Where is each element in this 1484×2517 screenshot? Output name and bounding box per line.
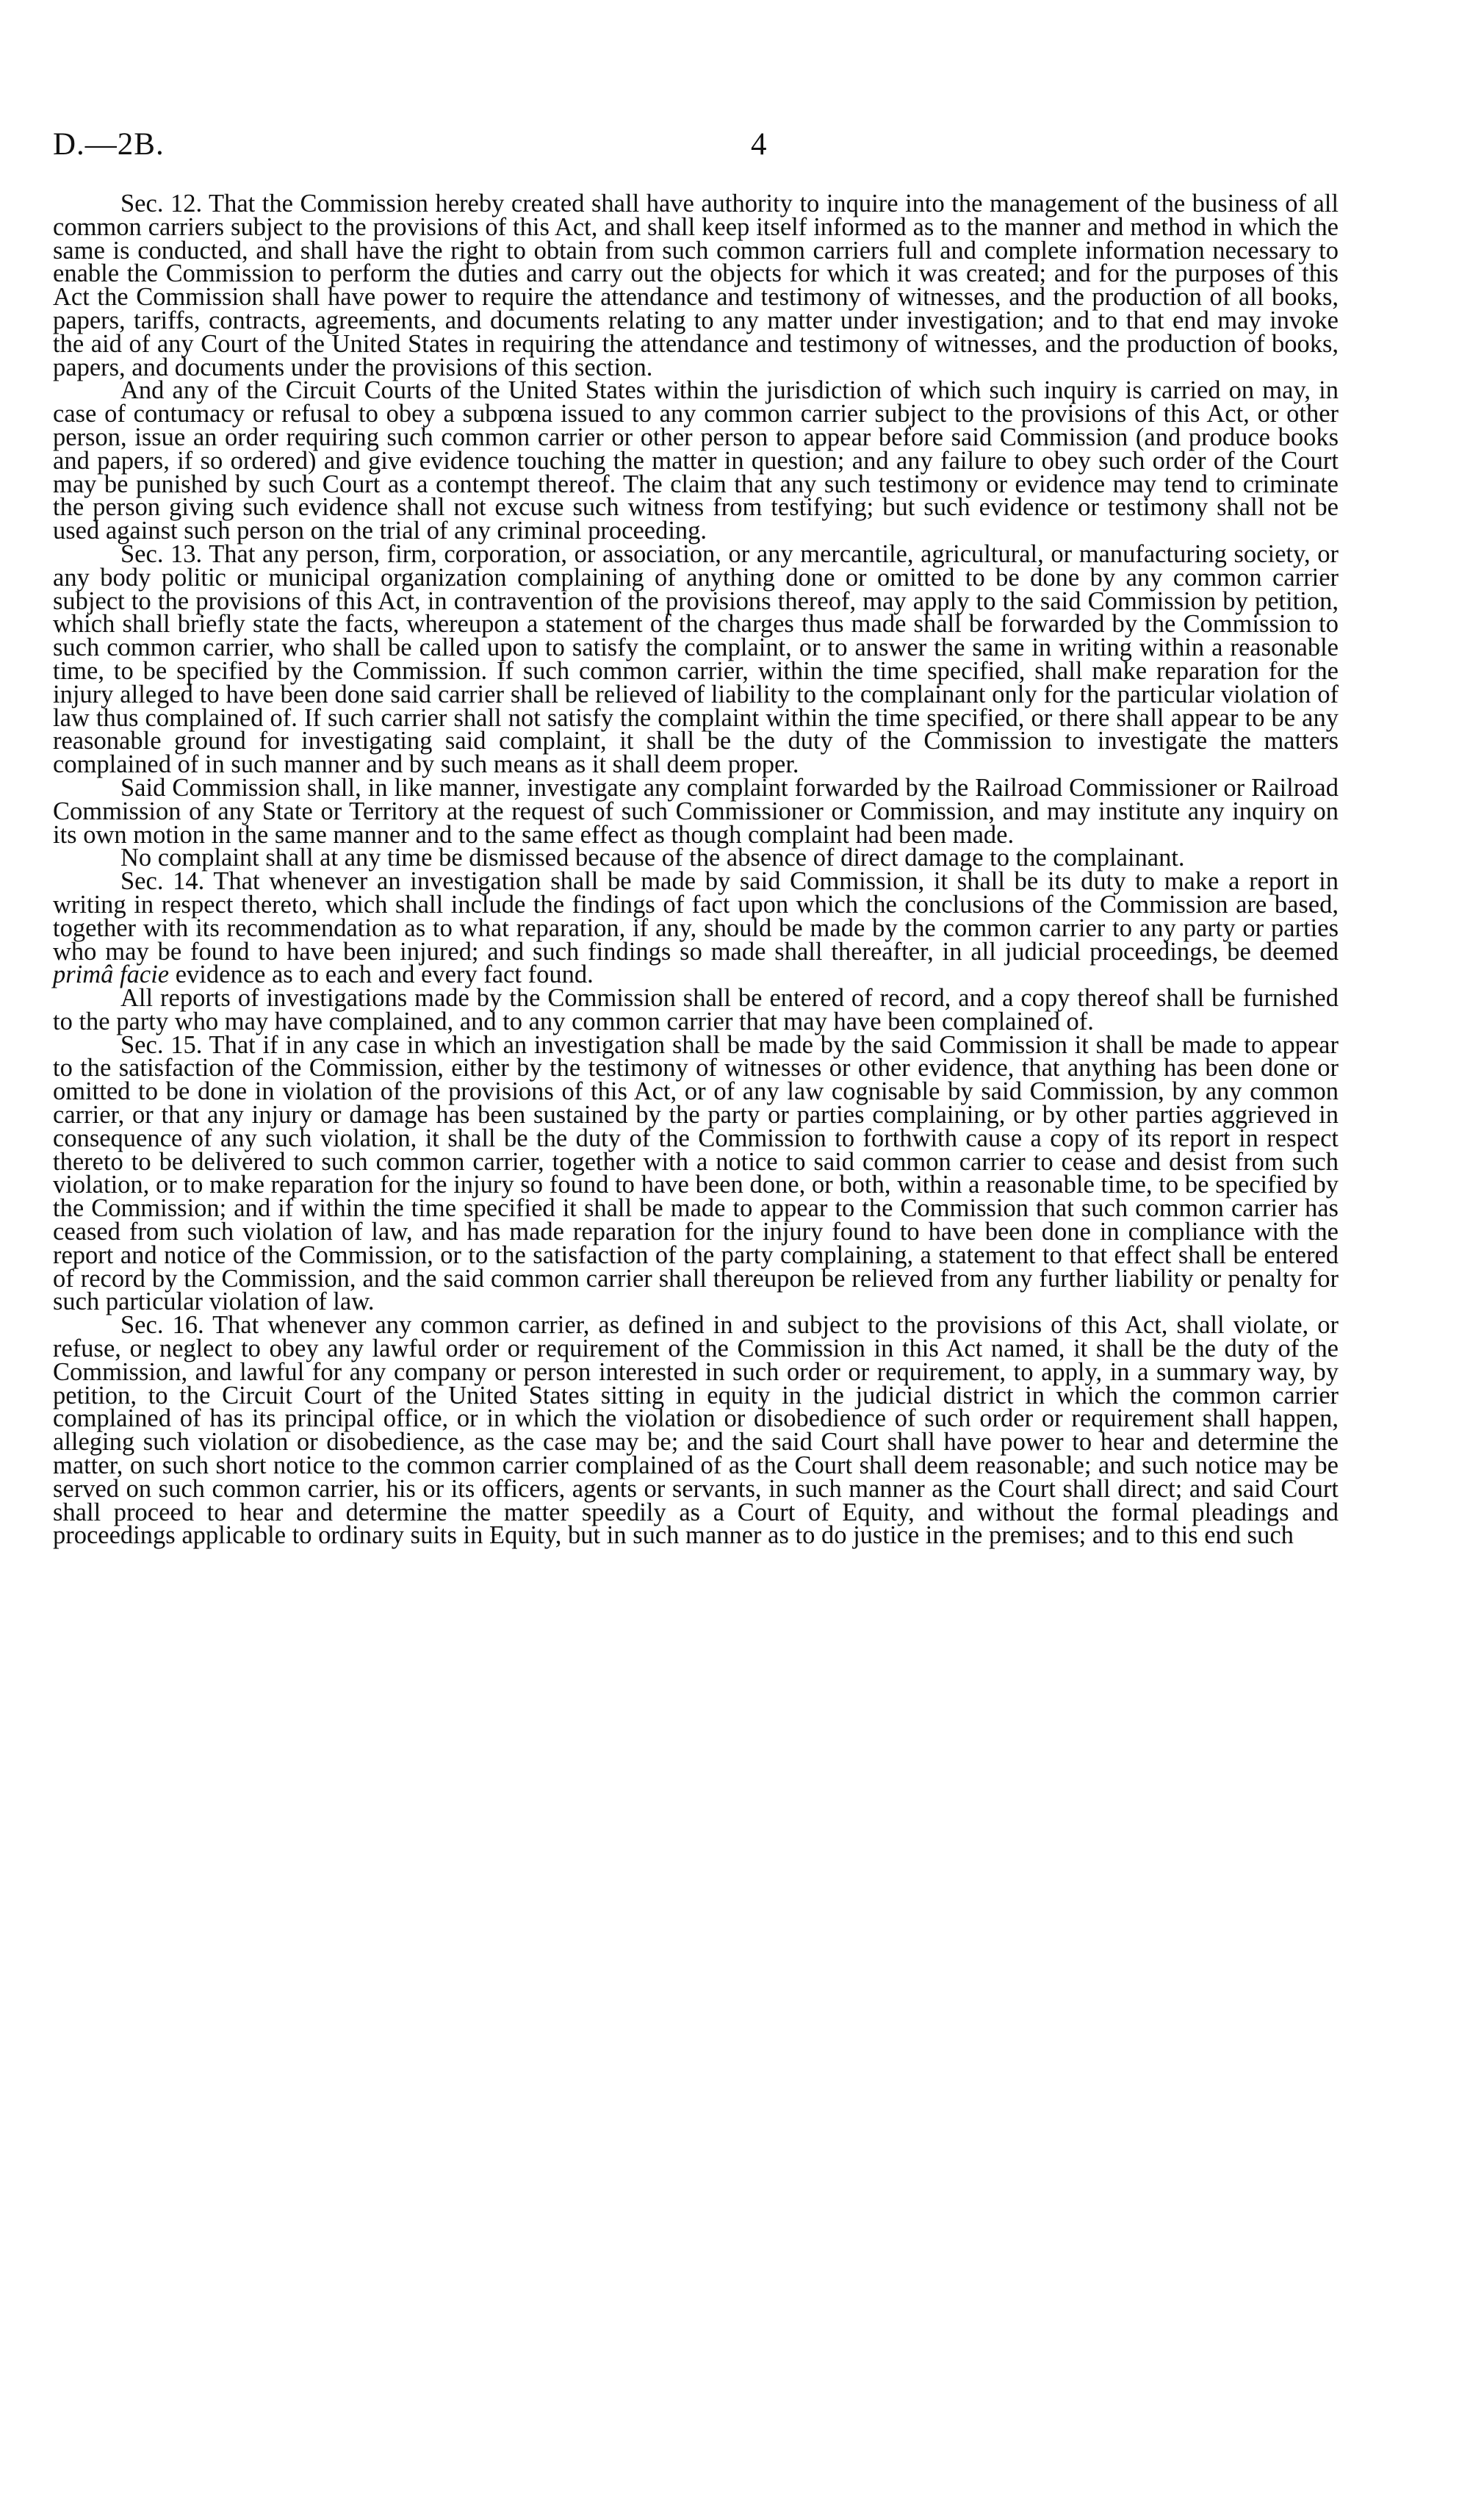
- section-label: Sec. 12.: [120, 190, 203, 218]
- paragraph-sec-16: [53, 1311, 1339, 1550]
- italic-phrase: primâ facie: [53, 961, 170, 989]
- paragraph-railroad-commission: [53, 773, 1339, 849]
- paragraph-sec-14: [53, 867, 1339, 989]
- paragraph-text-end: evidence as to each and every fact found.: [169, 961, 594, 989]
- page-number: 4: [751, 127, 767, 162]
- paragraph-text: No complaint shall at any time be dismissed because of the absence of direct damage to the complainant.: [120, 844, 1185, 872]
- paragraph-text: All reports of investigations made by the Commission shall be entered of record, and a copy thereof shall be furnished to the party who may have complained, and to any common carrier that may have been complained of.: [53, 984, 1339, 1035]
- document-reference: D.—2B.: [53, 127, 165, 162]
- paragraph-text: That any person, firm, corporation, or association, or any mercantile, agricultural, or manufacturing society, or any body politic or municipal organization complaining of anything done or omitted to be done by any common carrier subject to the provisions of this Act, in contravention of the provisions thereof, may apply to the said Commission by petition, which shall briefly state the facts, whereupon a statement of the charges thus made shall be forwarded by the Commission to such common carrier, who shall be called upon to satisfy the complaint, or to answer the same in writing within a reasonable time, to be specified by the Commission. If such common carrier, within the time specified, shall make reparation for the injury alleged to have been done said carrier shall be relieved of liability to the complainant only for the particular violation of law thus complained of. If such carrier shall not satisfy the complaint within the time specified, or there shall appear to be any reasonable ground for investigating said complaint, it shall be the duty of the Commission to investigate the matters complained of in such manner and by such means as it shall deem proper.: [53, 539, 1339, 779]
- paragraph-sec-12: [53, 190, 1339, 381]
- section-label: Sec. 14.: [120, 867, 205, 896]
- paragraph-text: That if in any case in which an investigation shall be made by the said Commission it shall be made to appear to the satisfaction of the Commission, either by the testimony of witnesses or other evidence, that anything has been done or omitted to be done in violation of the provisions of this Act, or of any law cognisable by said Commission, by any common carrier, or that any injury or damage has been sustained by the party or parties complaining, or by other parties aggrieved in consequence of any such violation, it shall be the duty of the Commission to forthwith cause a copy of its report in respect thereto to be delivered to such common carrier, together with a notice to said common carrier to cease and desist from such violation, or to make reparation for the injury so found to have been done, or both, within a reasonable time, to be specified by the Commission; and if within the time specified it shall be made to appear to the Commission that such common carrier has ceased from such violation of law, and has made reparation for the injury found to have been done in compliance with the report and notice of the Commission, or to the satisfaction of the party complaining, a statement to that effect shall be entered of record by the Commission, and the said common carrier shall thereupon be relieved from any further liability or penalty for such particular violation of law.: [53, 1030, 1339, 1316]
- paragraph-text: That the Commission hereby created shall have authority to inquire into the management of the business of all common carriers subject to the provisions of this Act, and shall keep itself informed as to the manner and method in which the same is conducted, and shall have the right to obtain from such common carriers full and complete information necessary to enable the Commission to perform the duties and carry out the objects for which it was created; and for the purposes of this Act the Commission shall have power to require the attendance and testimony of witnesses, and the production of all books, papers, tariffs, contracts, agreements, and documents relating to any matter under investigation; and to that end may invoke the aid of any Court of the United States in requiring the attendance and testimony of witnesses, and the production of books, papers, and documents under the provisions of this section.: [53, 190, 1339, 381]
- paragraph-text: And any of the Circuit Courts of the United States within the jurisdiction of which such inquiry is carried on may, in case of contumacy or refusal to obey a subpœna issued to any common carrier subject to the provisions of this Act, or other person, issue an order requiring such common carrier or other person to appear before said Commission (and produce books and papers, if so ordered) and give evidence touching the matter in question; and any failure to obey such order of the Court may be punished by such Court as a contempt thereof. The claim that any such testimony or evidence may tend to criminate the person giving such evidence shall not excuse such witness from testifying; but such evidence or testimony shall not be used against such person on the trial of any criminal proceeding.: [53, 376, 1339, 545]
- paragraph-sec-15: [53, 1030, 1339, 1316]
- paragraph-text: That whenever an investigation shall be made by said Commission, it shall be its duty to make a report in writing in respect thereto, which shall include the findings of fact upon which the conclusions of the Commission are based, together with its recommendation as to what reparation, if any, should be made by the common carrier to any party or parties who may be found to have been injured; and such findings so made shall thereafter, in all judicial proceedings, be deemed: [53, 867, 1339, 966]
- paragraph-reports: [53, 984, 1339, 1035]
- section-label: Sec. 16.: [120, 1311, 204, 1340]
- paragraph-text: Said Commission shall, in like manner, investigate any complaint forwarded by the Railroad Commissioner or Railroad Commission of any State or Territory at the request of such Commissioner or Commission, and may institute any inquiry on its own motion in the same manner and to the same effect as though complaint had been made.: [53, 773, 1339, 849]
- section-label: Sec. 13.: [120, 539, 203, 568]
- page-header: [44, 126, 1440, 170]
- paragraph-text: That whenever any common carrier, as defined in and subject to the provisions of this Act, shall violate, or refuse, or neglect to obey any lawful order or requirement of the Commission in this Act named, it shall be the duty of the Commission, and lawful for any company or person interested in such order or requirement, to apply, in a summary way, by petition, to the Circuit Court of the United States sitting in equity in the judicial district in which the common carrier complained of has its principal office, or in which the violation or disobedience of such order or requirement shall happen, alleging such violation or disobedience, as the case may be; and the said Court shall have power to hear and determine the matter, on such short notice to the common carrier complained of as the Court shall deem reasonable; and such notice may be served on such common carrier, his or its officers, agents or servants, in such manner as the Court shall direct; and said Court shall proceed to hear and determine the matter speedily as a Court of Equity, and without the formal pleadings and proceedings applicable to ordinary suits in Equity, but in such manner as to do justice in the premises; and to this end such: [53, 1311, 1339, 1550]
- paragraph-circuit-courts: [53, 376, 1339, 545]
- body-text: [53, 190, 1339, 1550]
- section-label: Sec. 15.: [120, 1030, 203, 1059]
- paragraph-sec-13: [53, 539, 1339, 779]
